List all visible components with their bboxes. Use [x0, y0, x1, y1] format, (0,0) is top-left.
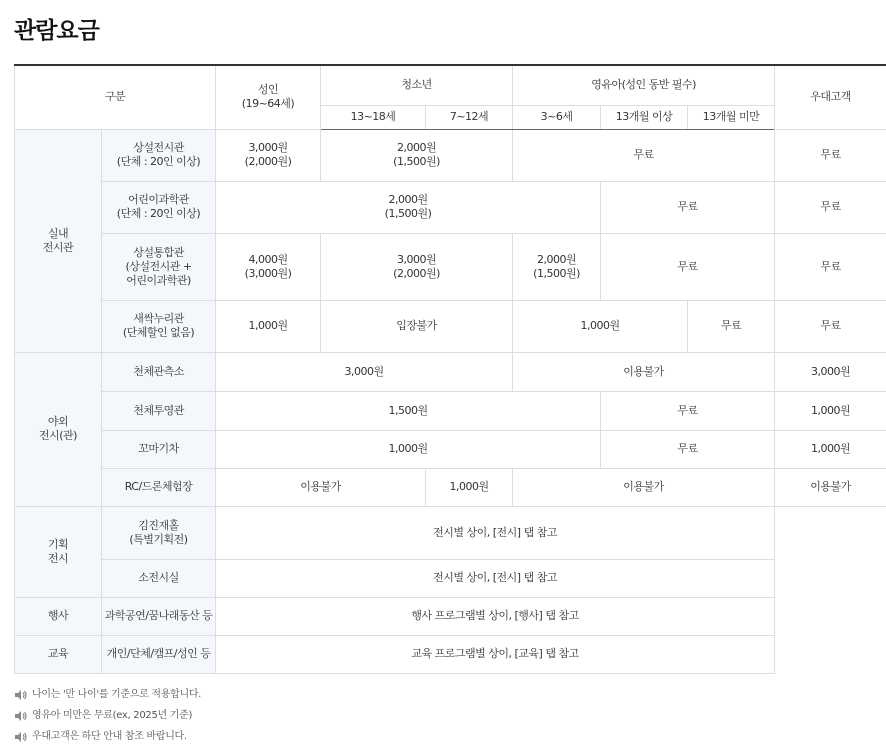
fee-cell: 2,000원 (1,500원) [216, 181, 601, 233]
header-category: 구분 [15, 65, 216, 129]
header-infant-13m-plus: 13개월 이상 [601, 105, 688, 129]
table-row [15, 430, 886, 468]
fee-cell: 3,000원 [775, 352, 886, 391]
category-outdoor: 야외 전시(관) [15, 352, 102, 506]
fee-cell: 무료 [688, 300, 775, 352]
fee-cell: 무료 [601, 391, 775, 430]
note-text: 우대고객은 하단 안내 참조 바랍니다. [32, 731, 187, 742]
fee-cell: 전시별 상이, [전시] 탭 참고 [216, 559, 775, 597]
fee-cell: 1,000원 [513, 300, 688, 352]
fee-cell: 무료 [601, 233, 775, 300]
fee-cell: 2,000원 (1,500원) [513, 233, 601, 300]
header-youth: 청소년 [321, 65, 513, 105]
fee-cell: 1,000원 [775, 430, 886, 468]
table-row [15, 129, 886, 181]
fee-cell: 무료 [601, 181, 775, 233]
note-text: 영유아 미만은 무료(ex, 2025년 기준) [32, 710, 193, 721]
fee-cell: 전시별 상이, [전시] 탭 참고 [216, 506, 775, 559]
fee-cell: 1,000원 [775, 391, 886, 430]
category-special: 기획 전시 [15, 506, 102, 597]
fee-cell: 1,500원 [216, 391, 601, 430]
row-label: 천체관측소 [102, 352, 216, 391]
fee-cell: 1,000원 [216, 430, 601, 468]
fee-cell: 무료 [775, 233, 886, 300]
note-item [14, 705, 201, 726]
header-infant: 영유아(성인 동반 필수) [513, 65, 775, 105]
fee-cell: 입장불가 [321, 300, 513, 352]
fee-cell: 4,000원 (3,000원) [216, 233, 321, 300]
row-label: 과학공연/꿈나래동산 등 [102, 597, 216, 635]
admission-fee-table [14, 64, 886, 674]
fee-cell: 무료 [775, 300, 886, 352]
table-row [15, 300, 886, 352]
fee-cell: 무료 [601, 430, 775, 468]
table-row [15, 559, 886, 597]
category-education: 교육 [15, 635, 102, 673]
note-item [14, 684, 201, 705]
category-indoor: 실내 전시관 [15, 129, 102, 352]
fee-cell: 무료 [513, 129, 775, 181]
speaker-icon [14, 710, 28, 722]
page-title: 관람요금 [14, 18, 99, 44]
row-label: 김진재홀 (특별기획전) [102, 506, 216, 559]
fee-cell: 1,000원 [216, 300, 321, 352]
fee-cell: 2,000원 (1,500원) [321, 129, 513, 181]
fee-cell: 이용불가 [513, 352, 775, 391]
fee-cell: 이용불가 [775, 468, 886, 506]
fee-cell: 이용불가 [513, 468, 775, 506]
speaker-icon [14, 689, 28, 701]
table-row [15, 233, 886, 300]
fee-cell: 3,000원 [216, 352, 513, 391]
row-label: 새싹누리관 (단체할인 없음) [102, 300, 216, 352]
row-label: 상설통합관 (상설전시관 + 어린이과학관) [102, 233, 216, 300]
fee-cell: 3,000원 (2,000원) [321, 233, 513, 300]
header-youth-13-18: 13~18세 [321, 105, 426, 129]
notes-list [14, 684, 201, 747]
row-label: 개인/단체/캠프/성인 등 [102, 635, 216, 673]
table-row [15, 468, 886, 506]
fee-cell: 무료 [775, 129, 886, 181]
table-row [15, 181, 886, 233]
header-youth-7-12: 7~12세 [426, 105, 513, 129]
note-item [14, 726, 201, 747]
fee-cell: 1,000원 [426, 468, 513, 506]
row-label: 어린이과학관 (단체 : 20인 이상) [102, 181, 216, 233]
row-label: 천체투영관 [102, 391, 216, 430]
table-row [15, 635, 886, 673]
table-row [15, 506, 886, 559]
row-label: 꼬마기차 [102, 430, 216, 468]
table-row [15, 391, 886, 430]
row-label: 소전시실 [102, 559, 216, 597]
fee-cell: 3,000원 (2,000원) [216, 129, 321, 181]
empty-cell [775, 506, 886, 673]
fee-cell: 교육 프로그램별 상이, [교육] 탭 참고 [216, 635, 775, 673]
fee-cell: 무료 [775, 181, 886, 233]
header-preferred: 우대고객 [775, 65, 886, 129]
category-event: 행사 [15, 597, 102, 635]
header-infant-under-13m: 13개월 미만 [688, 105, 775, 129]
row-label: RC/드론체험장 [102, 468, 216, 506]
note-text: 나이는 '만 나이'를 기준으로 적용합니다. [32, 689, 202, 700]
fee-cell: 이용불가 [216, 468, 426, 506]
header-adult: 성인 (19~64세) [216, 65, 321, 129]
speaker-icon [14, 731, 28, 743]
table-row [15, 597, 886, 635]
fee-cell: 행사 프로그램별 상이, [행사] 탭 참고 [216, 597, 775, 635]
header-infant-3-6: 3~6세 [513, 105, 601, 129]
table-row [15, 352, 886, 391]
row-label: 상설전시관 (단체 : 20인 이상) [102, 129, 216, 181]
